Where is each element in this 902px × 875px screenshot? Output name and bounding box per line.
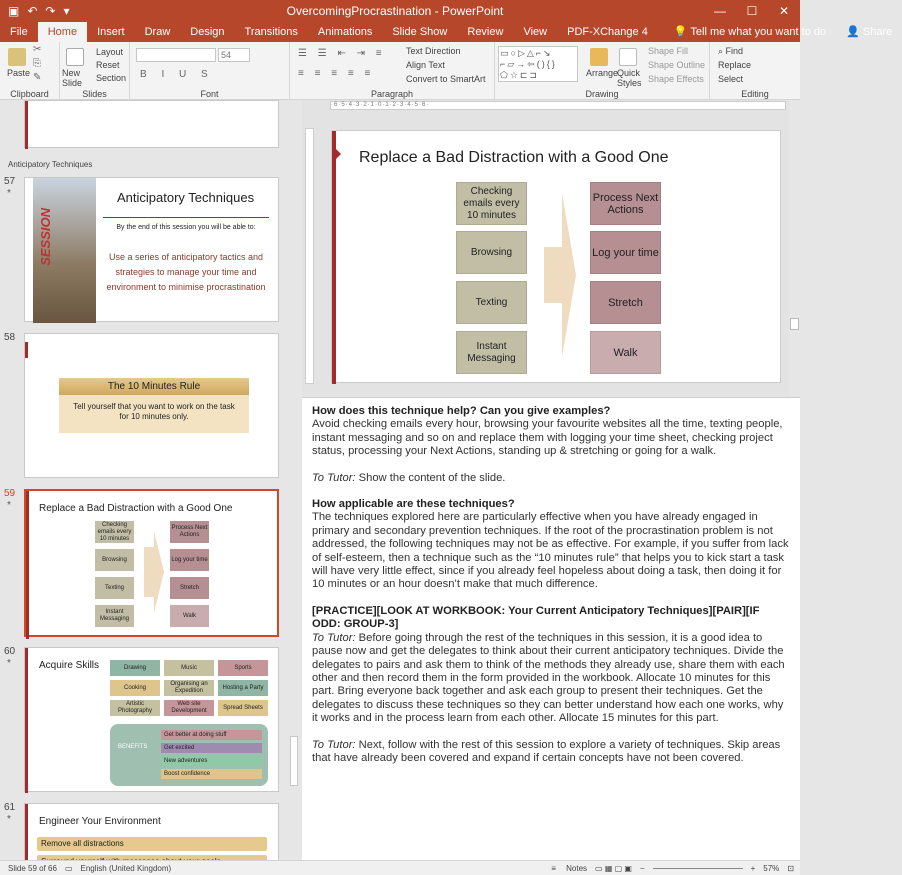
quick-access-toolbar [0,5,120,17]
slide-thumbnail-57[interactable] [24,177,279,322]
paragraph-label: Paragraph [370,89,414,99]
tab-review[interactable]: Review [467,26,504,38]
tab-pdf-xchange[interactable]: PDF-XChange 4 [567,26,648,38]
convert-smartart-button[interactable]: Convert to SmartArt [406,74,486,84]
slide-accent-bar [332,131,336,384]
thumb-title: Replace a Bad Distraction with a Good One [39,503,233,514]
clipboard-group [0,42,60,100]
window-title: OvercomingProcrastination - PowerPoint [286,4,504,18]
tab-insert[interactable]: Insert [97,26,125,38]
benefit-item: Boost confidence [161,769,262,779]
tab-design[interactable]: Design [190,26,225,38]
scissors-icon[interactable]: ✂ [33,44,42,55]
good-box: Stretch [170,577,209,599]
notes-icon: ≡ [551,863,559,873]
tutor-note: Next, follow with the rest of this session to explore a variety of techniques. Skip areas that have already been covered and expand if certain concepts have not been covered. [312,738,781,764]
format-painter-icon[interactable]: ✎ [33,72,42,83]
new-slide-icon[interactable] [66,48,84,66]
ribbon [0,42,800,100]
editing-label: Editing [741,89,769,99]
quick-styles-button[interactable]: Quick Styles [617,68,642,88]
slide-thumbnail-59[interactable] [24,489,279,637]
slide-number: 60 [4,646,16,657]
thumb-title: The 10 Minutes Rule [59,378,249,395]
animation-star: * [7,188,11,199]
tutor-label: To Tutor: [312,471,356,484]
thumbnail-scroll-thumb[interactable] [290,736,298,786]
good-box: Log your time [170,549,209,571]
ribbon-tabs [0,22,893,42]
bad-box: Browsing [95,549,134,571]
transition-arrow-head[interactable] [562,193,576,357]
tab-file[interactable]: File [10,26,28,38]
slide-scroll-thumb[interactable] [790,318,799,330]
tab-draw[interactable]: Draw [144,26,171,38]
skill-box: Hosting a Party [218,680,268,696]
thumb-title: Engineer Your Environment [39,816,161,827]
new-slide-button[interactable]: New Slide [62,68,83,88]
slides-label: Slides [82,89,107,99]
animation-star: * [7,658,11,669]
notes-heading: How does this technique help? Can you give examples? [312,405,611,417]
good-box: Process Next Actions [170,521,209,543]
replace-button[interactable]: Replace [718,60,752,70]
view-buttons[interactable]: ▭ ▦ ▢ ▣ [595,863,632,873]
layout-button[interactable]: Layout [96,47,124,57]
animation-star: * [7,814,11,825]
font-label: Font [200,89,219,99]
skill-box: Spread Sheets [218,700,268,716]
zoom-in-button[interactable]: + [750,863,756,873]
bad-distraction-box[interactable]: Checking emails every 10 minutes [456,182,527,225]
font-size-input[interactable]: 54 [218,48,250,62]
skill-box: Drawing [110,660,160,676]
slide-thumbnail-58[interactable] [24,333,279,478]
animation-star: * [7,500,11,511]
thumb-title: Anticipatory Techniques [117,190,255,205]
slide-accent [25,648,28,793]
tab-transitions[interactable]: Transitions [244,26,298,38]
slide-accent-arrow [336,149,341,159]
arrange-button[interactable]: Arrange [586,68,619,78]
search-icon: ⌕ [718,46,726,56]
notes-heading: How applicable are these techniques? [312,498,515,511]
select-button[interactable]: Select [718,74,744,84]
benefits-label: BENEFITS [118,744,148,750]
notes-paragraph: The techniques explored here are particularly effective when you have already engaged in primary and secondary prevention techniques. If the root of the procrastination problem is not addressed, the following techniques may not be as effective. For example, if you suffer from lack of self-esteem, then a technique such as the “10 minutes rule” that helps you to kick start a task will have very little effect, since if you already feel hopeless about doing a task, then doing it for 10 minutes or an hour doesn’t make that much difference. [312,511,789,591]
transition-arrow-shaft[interactable] [544,247,562,303]
tutor-note: Before going through the rest of the techniques in this session, it is a good idea to pause now and get the delegates to think about their current anticipatory techniques. Divide the delegates to pairs and ask them to think of the methods they already use, share them with each other and then record them in the form provided in the workbook. Allocate 10 minutes for this part. Bring everyone back together and ask each group to present their techniques. Get the delegates to discuss these techniques so they can better understand how each one works, why it works and in the process learn from each other. Allocate 15 minutes for this part. [312,631,785,725]
language-indicator[interactable]: English (United Kingdom) [80,863,172,873]
spellcheck-icon[interactable]: ▭ [64,863,73,873]
tutor-label: To Tutor: [312,738,356,751]
find-button[interactable]: ⌕ Find [718,46,744,56]
good-distraction-box[interactable]: Walk [590,331,661,374]
font-format-buttons[interactable]: B I U S [140,69,214,80]
drawing-label: Drawing [585,89,619,99]
slide-scrollbar[interactable] [789,100,800,396]
skill-box: Cooking [110,680,160,696]
bad-box: Instant Messaging [95,605,134,627]
minimize-button[interactable]: — [714,4,726,18]
skill-box: Artistic Photography [110,700,160,716]
slide-number: 61 [4,802,16,813]
skill-box: Sports [218,660,268,676]
font-name-input[interactable] [136,48,216,62]
slide-accent [25,101,28,149]
slide-counter: Slide 59 of 66 [8,863,57,873]
benefit-item: Get excited [161,743,262,753]
session-label: SESSION [38,208,53,266]
user-icon: 👤 [846,26,863,38]
zoom-out-button[interactable]: − [639,863,645,873]
thumb-title: Acquire Skills [39,660,100,671]
slides-group [60,42,130,100]
fit-to-window-icon[interactable]: ⊡ [787,863,794,873]
paste-icon[interactable] [8,48,26,66]
bad-box: Checking emails every 10 minutes [95,521,134,543]
undo-icon[interactable]: ↶ [27,4,38,18]
paste-button[interactable]: Paste [7,68,31,78]
good-distraction-box[interactable]: Process Next Actions [590,182,661,225]
thumb-item: Remove all distractions [37,837,267,851]
maximize-button[interactable]: ☐ [746,4,758,18]
close-button[interactable]: ✕ [778,4,790,18]
editing-group [710,42,800,100]
tab-animations[interactable]: Animations [317,26,373,38]
title-bar [0,0,800,22]
text-direction-button[interactable]: Text Direction [406,46,461,56]
good-box: Walk [170,605,209,627]
clipboard-label: Clipboard [10,89,49,99]
align-buttons[interactable]: ≡ ≡ ≡ ≡ ≡ [298,68,375,79]
notes-toggle[interactable]: ≡ Notes [551,863,588,873]
slide-thumbnail-56[interactable] [24,100,279,148]
tab-view[interactable]: View [523,26,548,38]
notes-heading: [PRACTICE][LOOK AT WORKBOOK: Your Current Anticipatory Techniques][PAIR][IF ODD: GROUP-3] [312,604,760,631]
arrow-head [154,531,164,613]
share-button[interactable]: 👤 Share [846,26,893,38]
save-icon[interactable]: ▣ [8,4,20,18]
lightbulb-icon: 💡 [673,26,691,38]
benefit-item: Get better at doing stuff [161,730,262,740]
quick-styles-icon[interactable] [619,48,637,66]
tutor-note: Show the content of the slide. [355,471,506,484]
slide-accent [25,342,28,358]
section-header[interactable]: Anticipatory Techniques [8,160,93,169]
current-slide[interactable] [331,130,781,383]
shape-outline-button[interactable]: Shape Outline [648,60,706,70]
bad-distraction-box[interactable]: Browsing [456,231,527,274]
shape-effects-button[interactable]: Shape Effects [648,74,704,84]
bad-box: Texting [95,577,134,599]
zoom-level[interactable]: 57% [763,863,780,873]
thumb-body: Tell yourself that you want to work on the task for 10 minutes only. [59,395,249,433]
copy-icon[interactable]: ⎘ [33,58,41,69]
reset-button[interactable]: Reset [96,60,120,70]
bad-distraction-box[interactable]: Texting [456,281,527,324]
notes-paragraph: Avoid checking emails every hour, browsing your favourite websites all the time, texting people, instant messaging and so on and replace them with logging your time sheet, checking project status, processing your Next Actions, standing up & stretching or going for a walk. [312,418,783,458]
thumb-subtitle: By the end of this session you will be able to: [116,224,256,231]
zoom-slider[interactable] [653,868,743,869]
skill-box: Organising an Expedition [164,680,214,696]
skill-box: Music [164,660,214,676]
arrange-icon[interactable] [590,48,608,66]
shapes-gallery[interactable]: ▭○▷△⌐↘ ⌐▱→⇦(){} ⬠☆⊏⊐ [498,46,578,82]
tab-home[interactable]: Home [38,22,87,42]
shape-fill-button[interactable]: Shape Fill [648,46,689,56]
customize-icon[interactable]: ▾ [63,4,70,18]
good-distraction-box[interactable]: Stretch [590,281,661,324]
font-group [130,42,290,100]
vertical-ruler[interactable] [305,128,314,384]
status-bar [0,860,800,875]
slide-number: 57 [4,176,16,187]
section-button[interactable]: Section [96,73,127,83]
skill-box: Web site Development [164,700,214,716]
tell-me-search[interactable]: 💡 Tell me what you want to do [673,26,827,38]
good-distraction-box[interactable]: Log your time [590,231,661,274]
horizontal-ruler[interactable]: ·6·5·4·3·2·1·0·1·2·3·4·5·6· [330,101,786,110]
tab-slideshow[interactable]: Slide Show [392,26,448,38]
redo-icon[interactable]: ↷ [45,4,56,18]
divider [103,217,269,218]
slide-thumbnail-60[interactable] [24,647,279,792]
thumb-body: Use a series of anticipatory tactics and strategies to manage your time and environment to minimise procrastination [106,252,266,292]
align-text-button[interactable]: Align Text [406,60,445,70]
tutor-label: To Tutor: [312,631,356,644]
slide-accent [26,491,29,639]
list-buttons[interactable]: ☰ ☰ ⇤ ⇥ ≡ [298,48,386,59]
notes-pane[interactable] [302,397,800,860]
benefit-item: New adventures [161,756,262,766]
bad-distraction-box[interactable]: Instant Messaging [456,331,527,374]
slide-number: 59 [4,488,16,499]
arrow-shaft [144,547,154,597]
paragraph-group [290,42,495,100]
slide-thumbnail-panel [0,100,300,860]
slide-number: 58 [4,332,16,343]
slide-title[interactable]: Replace a Bad Distraction with a Good One [359,149,669,166]
